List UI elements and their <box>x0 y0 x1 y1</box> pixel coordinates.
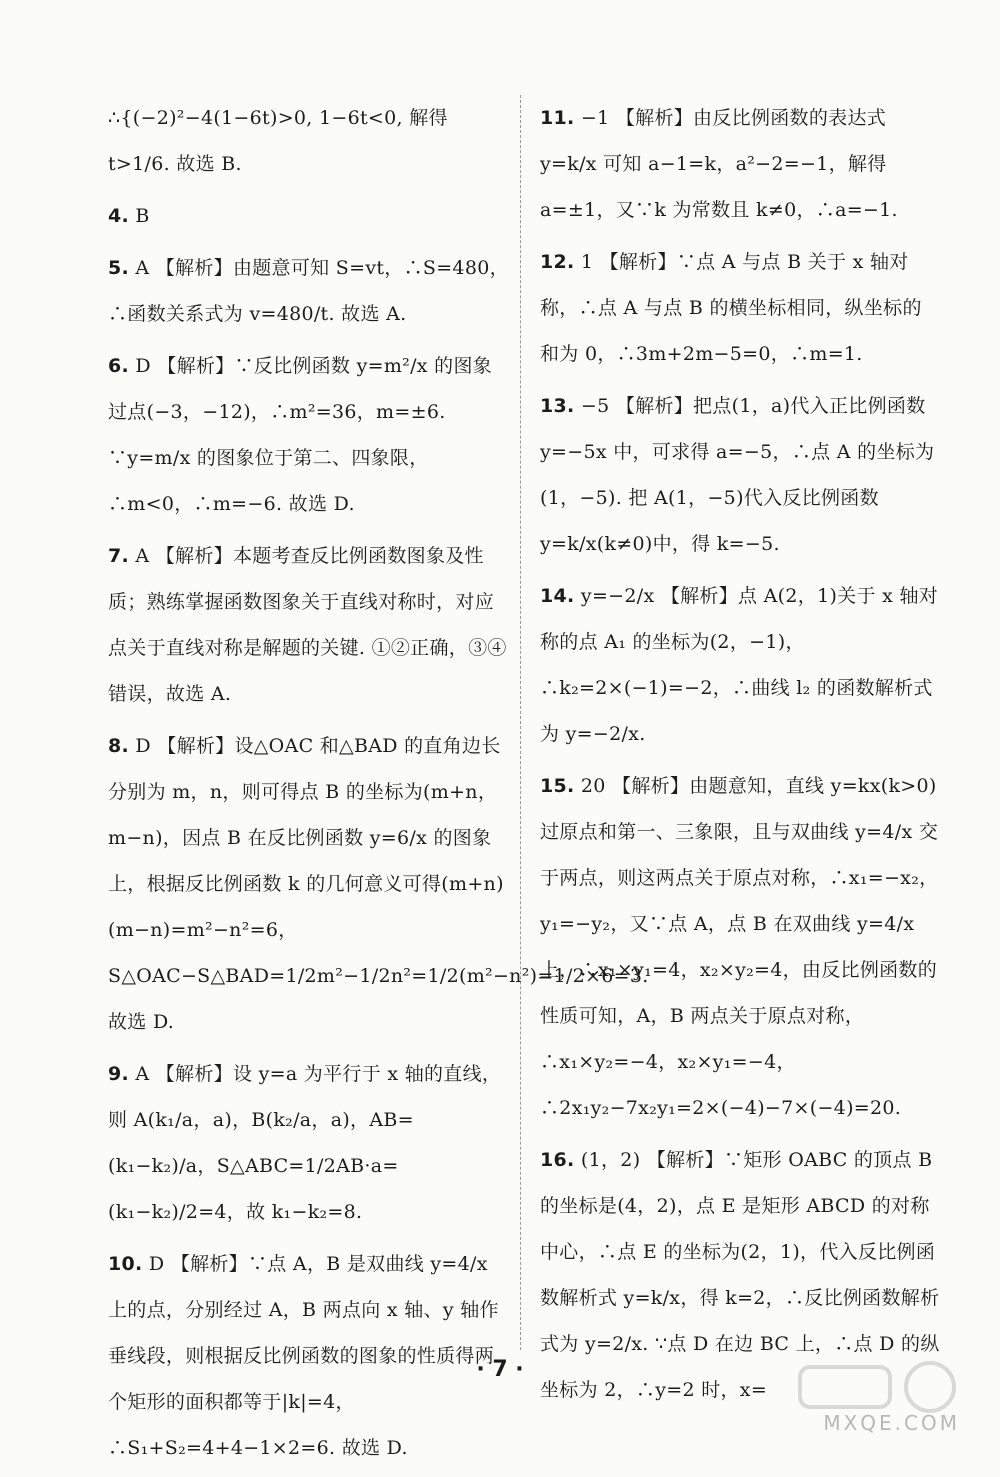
answer-text: ∴{(−2)²−4(1−6t)>0, 1−6t<0, 解得 t>1/6. 故选 B. <box>108 107 448 175</box>
question-number: 4. <box>108 205 130 227</box>
answer-text: −1 【解析】由反比例函数的表达式 y=k/x 可知 a−1=k，a²−2=−1，解得 a=±1，又∵k 为常数且 k≠0，∴a=−1. <box>540 107 898 221</box>
right-column <box>540 95 940 1419</box>
question-number: 14. <box>540 585 575 607</box>
question-number: 10. <box>108 1253 143 1275</box>
question-number: 16. <box>540 1149 575 1171</box>
column-divider <box>520 95 521 1350</box>
answer-entry <box>108 343 510 527</box>
question-number: 7. <box>108 545 130 567</box>
question-number: 12. <box>540 251 575 273</box>
answer-entry <box>108 95 510 187</box>
page-number: · 7 · <box>476 1357 524 1382</box>
answer-entry <box>108 533 510 717</box>
question-number: 9. <box>108 1063 130 1085</box>
answer-entry <box>108 1241 510 1471</box>
question-number: 11. <box>540 107 575 129</box>
answer-entry <box>108 245 510 337</box>
answer-entry <box>540 763 940 1131</box>
answer-text: y=−2/x 【解析】点 A(2，1)关于 x 轴对称的点 A₁ 的坐标为(2，−1)，∴k₂=2×(−1)=−2，∴曲线 l₂ 的函数解析式为 y=−2/x. <box>540 585 939 745</box>
answer-entry <box>108 1051 510 1235</box>
answer-entry <box>108 193 510 239</box>
question-number: 13. <box>540 395 575 417</box>
answer-text: B <box>135 205 150 227</box>
answer-text: 1 【解析】∵点 A 与点 B 关于 x 轴对称，∴点 A 与点 B 的横坐标相同，纵坐标的和为 0，∴3m+2m−5=0，∴m=1. <box>540 251 922 365</box>
answer-text: (1，2) 【解析】∵矩形 OABC 的顶点 B 的坐标是(4，2)，点 E 是矩形 ABCD 的对称中心，∴点 E 的坐标为(2，1)，代入反比例函数解析式 y=k/x，得 k=2，∴反比例函数解析式为 y=2/x. ∵点 D 在边 BC 上，∴点 D 的纵坐标为 2，∴y=2 时，x= <box>540 1149 940 1401</box>
question-number: 8. <box>108 735 130 757</box>
answer-entry <box>540 383 940 567</box>
question-number: 15. <box>540 775 575 797</box>
answer-entry <box>540 95 940 233</box>
answer-text: D 【解析】设△OAC 和△BAD 的直角边长分别为 m，n，则可得点 B 的坐标为(m+n，m−n)，因点 B 在反比例函数 y=6/x 的图象上，根据反比例函数 k 的几何意义可得(m+n)(m−n)=m²−n²=6，S△OAC−S△BAD=1/2m²−1/2n²=1/2(m²−n²)=1/2×6=3. 故选 D. <box>108 735 649 1033</box>
answer-text: D 【解析】∵反比例函数 y=m²/x 的图象过点(−3，−12)，∴m²=36，m=±6. ∵y=m/x 的图象位于第二、四象限，∴m<0，∴m=−6. 故选 D. <box>108 355 493 515</box>
answer-text: D 【解析】∵点 A，B 是双曲线 y=4/x 上的点，分别经过 A，B 两点向 x 轴、y 轴作垂线段，则根据反比例函数的图象的性质得两个矩形的面积都等于|k|=4，∴S₁+S₂=4+4−1×2=6. 故选 D. <box>108 1253 499 1459</box>
watermark-text: MXQE.COM <box>823 1411 960 1435</box>
answer-entry <box>540 239 940 377</box>
answer-text: A 【解析】由题意可知 S=vt，∴S=480，∴函数关系式为 v=480/t. 故选 A. <box>108 257 509 325</box>
answer-entry <box>540 573 940 757</box>
answer-text: A 【解析】设 y=a 为平行于 x 轴的直线，则 A(k₁/a，a)，B(k₂/a，a)，AB=(k₁−k₂)/a，S△ABC=1/2AB·a=(k₁−k₂)/2=4，故 k₁−k₂=8. <box>108 1063 502 1223</box>
answer-text: A 【解析】本题考查反比例函数图象及性质；熟练掌握函数图象关于直线对称时，对应点关于直线对称是解题的关键. ①②正确，③④错误，故选 A. <box>108 545 507 705</box>
answer-text: 20 【解析】由题意知，直线 y=kx(k>0)过原点和第一、三象限，且与双曲线 y=4/x 交于两点，则这两点关于原点对称，∴x₁=−x₂，y₁=−y₂，又∵点 A，点 B 在双曲线 y=4/x 上，∴x₁×y₁=4，x₂×y₂=4，由反比例函数的性质可知，A，B 两点关于原点对称，∴x₁×y₂=−4，x₂×y₁=−4，∴2x₁y₂−7x₂y₁=2×(−4)−7×(−4)=20. <box>540 775 939 1119</box>
question-number: 5. <box>108 257 130 279</box>
question-number: 6. <box>108 355 130 377</box>
answer-text: −5 【解析】把点(1，a)代入正比例函数 y=−5x 中，可求得 a=−5，∴点 A 的坐标为(1，−5). 把 A(1，−5)代入反比例函数 y=k/x(k≠0)中，得 k=−5. <box>540 395 935 555</box>
